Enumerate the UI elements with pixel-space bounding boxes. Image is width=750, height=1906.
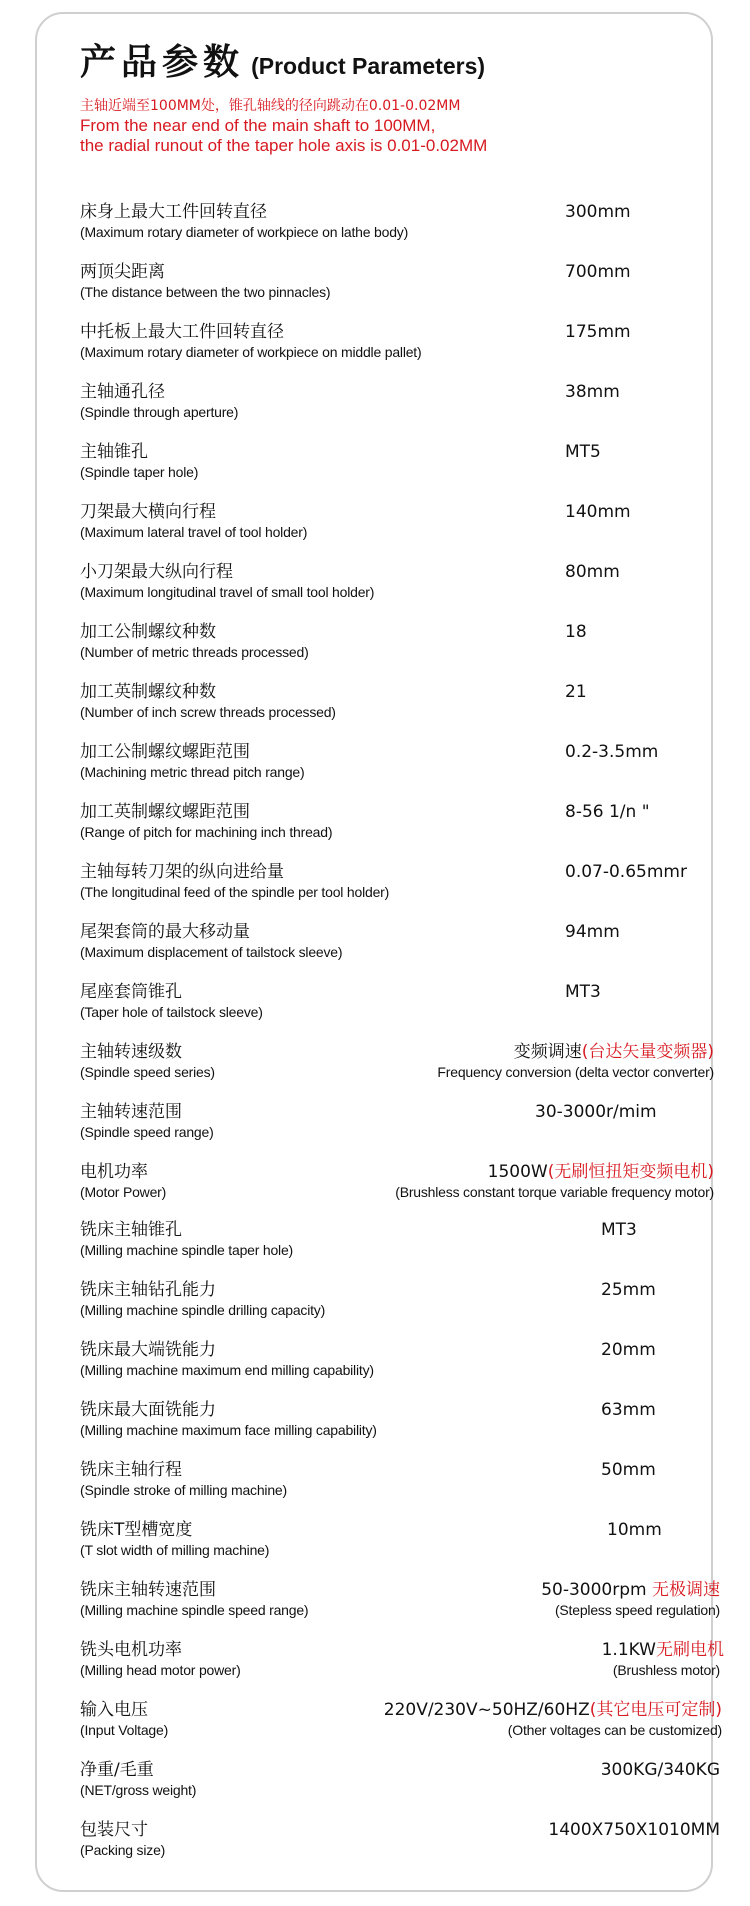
param-value: 18 xyxy=(565,622,587,642)
param-label-en: (Spindle stroke of milling machine) xyxy=(80,1482,287,1498)
param-label-en: (Maximum displacement of tailstock sleeve) xyxy=(80,944,343,960)
param-label-cn: 中托板上最大工件回转直径 xyxy=(80,322,284,342)
param-label-cn: 尾架套筒的最大移动量 xyxy=(80,922,250,942)
param-label-en: (Maximum rotary diameter of workpiece on lathe body) xyxy=(80,224,409,240)
param-row xyxy=(80,321,710,377)
param-label-cn: 加工英制螺纹种数 xyxy=(80,682,216,702)
param-value: 140mm xyxy=(565,502,631,522)
param-row xyxy=(80,621,710,677)
param-value-note: (Stepless speed regulation) xyxy=(554,1602,720,1618)
note-en-line1: From the near end of the main shaft to 100MM, xyxy=(80,116,436,135)
param-label-en: (Maximum rotary diameter of workpiece on middle pallet) xyxy=(80,344,422,360)
param-row xyxy=(80,381,710,437)
param-row xyxy=(80,1339,710,1395)
param-label-en: (Maximum lateral travel of tool holder) xyxy=(80,524,308,540)
param-label-en: (Milling machine maximum face milling capability) xyxy=(80,1422,377,1438)
param-value: 20mm xyxy=(601,1340,656,1360)
param-value: 700mm xyxy=(565,262,631,282)
param-label-en: (Number of metric threads processed) xyxy=(80,644,309,660)
param-value: 30-3000r/mim xyxy=(535,1102,657,1122)
param-label-cn: 铣床最大端铣能力 xyxy=(80,1340,216,1360)
param-label-en: (Machining metric thread pitch range) xyxy=(80,764,305,780)
param-value: 300mm xyxy=(565,202,631,222)
param-label-cn: 床身上最大工件回转直径 xyxy=(80,202,267,222)
param-value: 8-56 1/n " xyxy=(565,802,650,822)
param-label-cn: 铣床主轴锥孔 xyxy=(80,1220,182,1240)
param-value-note: Frequency conversion (delta vector converter) xyxy=(437,1064,714,1080)
param-label-cn: 小刀架最大纵向行程 xyxy=(80,562,233,582)
param-row xyxy=(80,981,710,1037)
param-row xyxy=(80,1279,710,1335)
param-label-en: (Number of inch screw threads processed) xyxy=(80,704,336,720)
param-label-en: (Milling machine spindle taper hole) xyxy=(80,1242,294,1258)
param-label-en: (Range of pitch for machining inch thread) xyxy=(80,824,333,840)
param-label-cn: 主轴每转刀架的纵向进给量 xyxy=(80,862,284,882)
param-label-en: (Taper hole of tailstock sleeve) xyxy=(80,1004,263,1020)
param-row xyxy=(80,1579,720,1635)
title-en: (Product Parameters) xyxy=(251,53,486,79)
param-value-main: 变频调速 xyxy=(513,1042,582,1062)
param-row xyxy=(80,1819,720,1875)
param-value xyxy=(514,1041,714,1063)
param-label-cn: 尾座套筒锥孔 xyxy=(80,982,182,1002)
param-row xyxy=(80,1101,710,1157)
param-value: 25mm xyxy=(601,1280,656,1300)
param-row xyxy=(80,801,710,857)
param-row xyxy=(80,861,710,917)
param-row xyxy=(80,1399,710,1455)
param-label-en: (Input Voltage) xyxy=(80,1722,169,1738)
param-value-highlight: (其它电压可定制) xyxy=(589,1700,722,1720)
param-value xyxy=(488,1161,714,1183)
param-row xyxy=(80,1519,710,1575)
param-value xyxy=(384,1699,722,1721)
param-row xyxy=(80,201,710,257)
param-label-cn: 铣床主轴转速范围 xyxy=(80,1580,216,1600)
param-value: 10mm xyxy=(607,1520,662,1540)
param-row xyxy=(80,1759,720,1815)
param-label-en: (Motor Power) xyxy=(80,1184,167,1200)
param-value: 0.2-3.5mm xyxy=(565,742,659,762)
param-label-cn: 加工公制螺纹种数 xyxy=(80,622,216,642)
param-row xyxy=(80,1699,722,1755)
param-row xyxy=(80,1041,714,1097)
param-row xyxy=(80,261,710,317)
param-label-en: (Maximum longitudinal travel of small tool holder) xyxy=(80,584,375,600)
param-label-en: (The distance between the two pinnacles) xyxy=(80,284,331,300)
param-row xyxy=(80,441,710,497)
param-label-en: (Packing size) xyxy=(80,1842,166,1858)
param-value-main: 1.1KW xyxy=(601,1640,656,1660)
param-row xyxy=(80,681,710,737)
param-label-cn: 电机功率 xyxy=(80,1162,148,1182)
param-label-en: (Spindle speed series) xyxy=(80,1064,215,1080)
param-label-cn: 铣头电机功率 xyxy=(80,1640,182,1660)
runout-note xyxy=(80,96,680,156)
title-cn: 产品参数 xyxy=(80,42,245,83)
param-value: MT5 xyxy=(565,442,601,462)
param-value-highlight: 无刷电机 xyxy=(656,1640,724,1660)
param-value: 0.07-0.65mmr xyxy=(565,862,687,882)
param-value-highlight: (台达矢量变频器) xyxy=(581,1042,714,1062)
param-row xyxy=(80,1219,710,1275)
param-value-main: 220V/230V~50HZ/60HZ xyxy=(383,1700,590,1720)
param-label-cn: 两顶尖距离 xyxy=(80,262,165,282)
param-value: 80mm xyxy=(565,562,620,582)
param-label-cn: 主轴转速范围 xyxy=(80,1102,182,1122)
param-label-cn: 输入电压 xyxy=(80,1700,148,1720)
param-row xyxy=(80,1161,714,1217)
param-value-main: 1500W xyxy=(487,1162,548,1182)
param-label-cn: 主轴通孔径 xyxy=(80,382,165,402)
note-cn: 主轴近端至100MM处，锥孔轴线的径向跳动在0.01-0.02MM xyxy=(80,98,461,114)
param-label-en: (Spindle through aperture) xyxy=(80,404,239,420)
param-row xyxy=(80,1459,710,1515)
param-value: 175mm xyxy=(565,322,631,342)
param-value: 50mm xyxy=(601,1460,656,1480)
param-label-cn: 铣床最大面铣能力 xyxy=(80,1400,216,1420)
param-label-cn: 铣床T型槽宽度 xyxy=(80,1520,193,1540)
param-label-en: (Milling machine spindle speed range) xyxy=(80,1602,309,1618)
param-label-en: (Spindle taper hole) xyxy=(80,464,199,480)
param-row xyxy=(80,501,710,557)
param-label-en: (Milling head motor power) xyxy=(80,1662,241,1678)
param-label-cn: 主轴锥孔 xyxy=(80,442,148,462)
param-label-cn: 铣床主轴钻孔能力 xyxy=(80,1280,216,1300)
param-label-en: (Spindle speed range) xyxy=(80,1124,214,1140)
param-label-cn: 铣床主轴行程 xyxy=(80,1460,182,1480)
param-value: 300KG/340KG xyxy=(600,1760,720,1780)
param-label-cn: 主轴转速级数 xyxy=(80,1042,182,1062)
param-label-en: (NET/gross weight) xyxy=(80,1782,197,1798)
param-value: MT3 xyxy=(601,1220,637,1240)
param-row xyxy=(80,741,710,797)
note-en-line2: the radial runout of the taper hole axis is 0.01-0.02MM xyxy=(80,136,488,155)
param-label-cn: 净重/毛重 xyxy=(80,1760,154,1780)
param-value-note: (Other voltages can be customized) xyxy=(507,1722,722,1738)
param-row xyxy=(80,561,710,617)
param-value xyxy=(602,1639,724,1661)
param-value-highlight: 无极调速 xyxy=(652,1580,720,1600)
param-value: MT3 xyxy=(565,982,601,1002)
param-value-highlight: (无刷恒扭矩变频电机) xyxy=(547,1162,714,1182)
param-value: 94mm xyxy=(565,922,620,942)
param-label-en: (The longitudinal feed of the spindle per tool holder) xyxy=(80,884,390,900)
param-value-note: (Brushless constant torque variable frequency motor) xyxy=(395,1184,714,1200)
param-value-note: (Brushless motor) xyxy=(612,1662,720,1678)
page-title xyxy=(80,34,485,85)
param-row xyxy=(80,1639,724,1695)
param-label-en: (Milling machine maximum end milling capability) xyxy=(80,1362,374,1378)
param-value-main: 50-3000rpm xyxy=(541,1580,652,1600)
param-label-cn: 加工公制螺纹螺距范围 xyxy=(80,742,250,762)
param-value xyxy=(541,1579,720,1601)
param-label-cn: 包装尺寸 xyxy=(80,1820,148,1840)
param-row xyxy=(80,921,710,977)
param-label-cn: 加工英制螺纹螺距范围 xyxy=(80,802,250,822)
param-value: 38mm xyxy=(565,382,620,402)
param-label-cn: 刀架最大横向行程 xyxy=(80,502,216,522)
param-label-en: (Milling machine spindle drilling capacity) xyxy=(80,1302,326,1318)
param-label-en: (T slot width of milling machine) xyxy=(80,1542,270,1558)
param-value: 1400X750X1010MM xyxy=(548,1820,720,1840)
param-value: 21 xyxy=(565,682,587,702)
param-value: 63mm xyxy=(601,1400,656,1420)
